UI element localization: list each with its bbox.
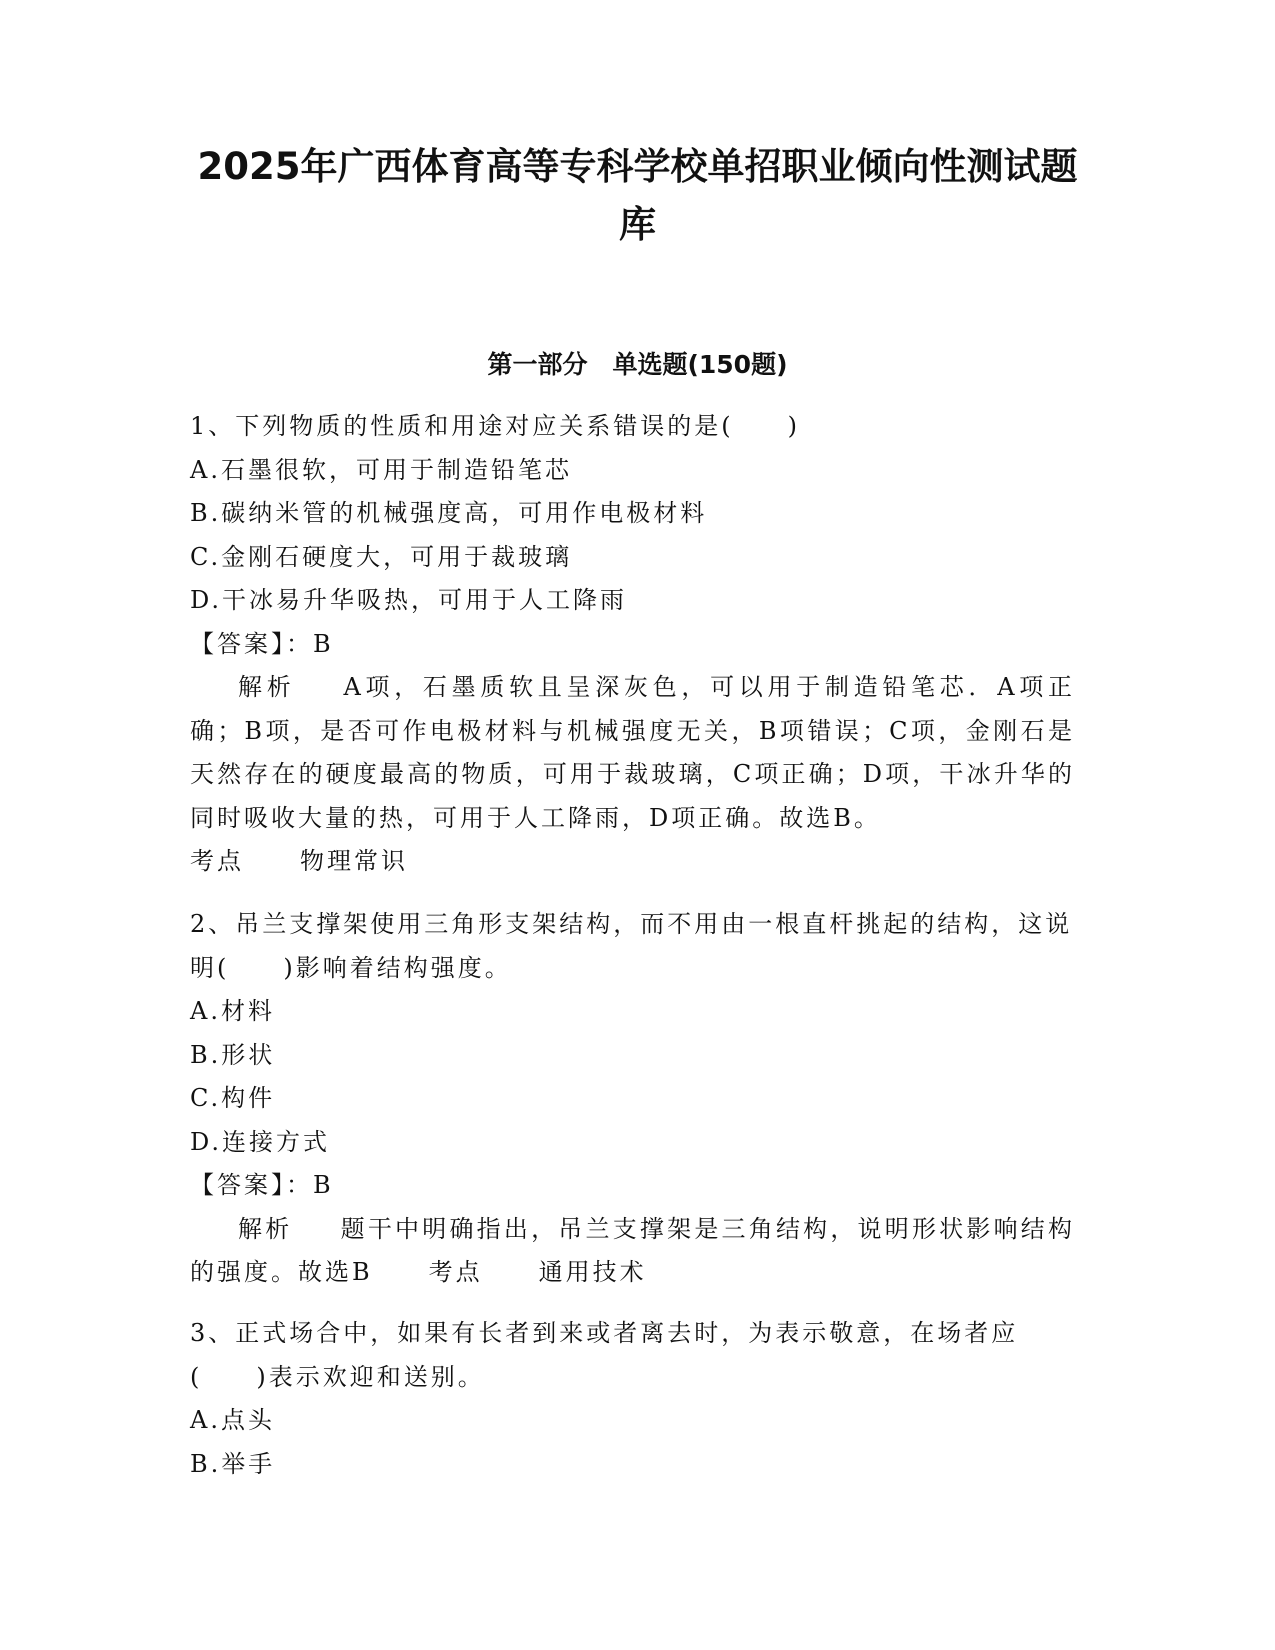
option-b: B.形状: [190, 1040, 276, 1069]
document-title: 2025年广西体育高等专科学校单招职业倾向性测试题库: [197, 145, 1078, 246]
option-b: B.举手: [190, 1449, 276, 1478]
option-c: C.构件: [190, 1084, 276, 1112]
section-heading: 第一部分 单选题(150题): [487, 350, 788, 379]
point-value: 通用技术: [538, 1258, 647, 1286]
option-d: D.连接方式: [190, 1127, 331, 1156]
answer-line: [190, 623, 1075, 667]
option-a: A.材料: [190, 997, 275, 1025]
analysis-label: 解析: [238, 1214, 293, 1243]
question-2: [190, 903, 1075, 1295]
option-a: A.石墨很软，可用于制造铅笔芯: [190, 455, 572, 484]
option-c: C.金刚石硬度大，可用于裁玻璃: [190, 542, 573, 571]
option-a: A.点头: [190, 1406, 275, 1434]
analysis-paragraph: [190, 666, 1075, 840]
analysis-label: 解析: [238, 673, 296, 701]
point-value: 物理常识: [300, 847, 408, 875]
point-label: 考点: [428, 1258, 483, 1286]
answer-value: B: [313, 1171, 334, 1199]
answer-line: [190, 1164, 1075, 1208]
point-line: [190, 840, 1075, 884]
option-b: B.碳纳米管的机械强度高，可用作电极材料: [190, 499, 708, 527]
analysis-text: A项，石墨质软且呈深灰色，可以用于制造铅笔芯．A项正确；B项，是否可作电极材料与机械强度无关，B项错误；C项，金刚石是天然存在的硬度最高的物质，可用于裁玻璃，C项正确；D项，干冰升华的同时吸收大量的热，可用于人工降雨，D项正确。故选B。: [190, 673, 1075, 832]
question-1: [190, 405, 1075, 884]
answer-value: B: [313, 629, 334, 658]
question-3: [190, 1312, 1075, 1486]
analysis-text: 题干中明确指出，吊兰支撑架是三角结构，说明形状影响结构的强度。故选B: [190, 1214, 1076, 1286]
question-stem: 2、吊兰支撑架使用三角形支架结构，而不用由一根直杆挑起的结构，这说明( )影响着结构强度。: [190, 910, 1073, 982]
answer-label: 【答案】：: [190, 1171, 313, 1199]
question-stem: 3、正式场合中，如果有长者到来或者离去时，为表示敬意，在场者应( )表示欢迎和送别。: [190, 1319, 1019, 1391]
option-d: D.干冰易升华吸热，可用于人工降雨: [190, 586, 628, 614]
question-stem: 1、下列物质的性质和用途对应关系错误的是( ): [190, 412, 800, 440]
answer-label: 【答案】：: [190, 629, 313, 658]
point-label: 考点: [190, 847, 244, 875]
analysis-paragraph: [190, 1208, 1075, 1295]
